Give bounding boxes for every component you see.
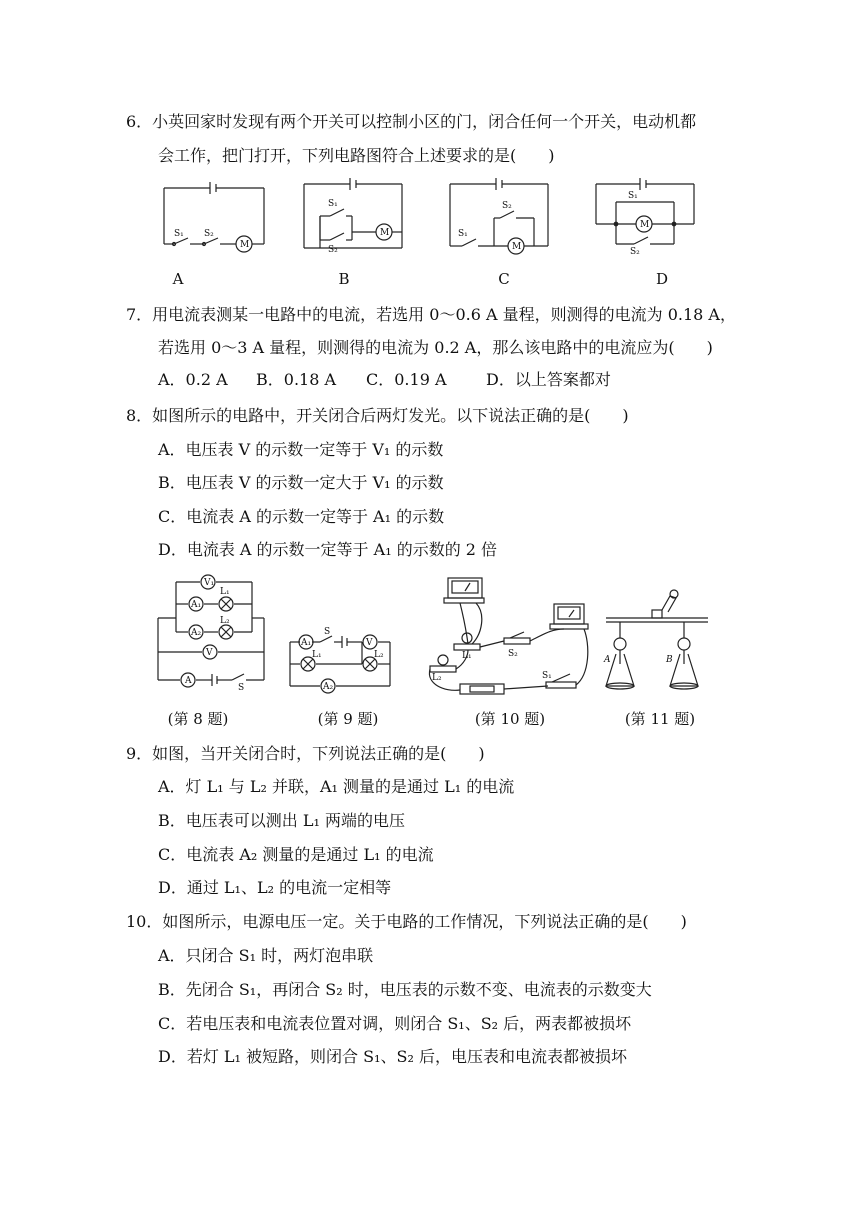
- svg-text:V: V: [206, 648, 213, 658]
- svg-text:S₂: S₂: [508, 649, 518, 659]
- svg-text:S₁: S₁: [328, 199, 338, 209]
- q9-stem: 9．如图，当开关闭合时，下列说法正确的是( ): [126, 744, 485, 763]
- svg-text:V₁: V₁: [204, 578, 215, 588]
- q6-line1: 6．小英回家时发现有两个开关可以控制小区的门，闭合任何一个开关，电动机都: [126, 112, 697, 131]
- figure-q8-circuit: [154, 574, 274, 693]
- svg-text:B: B: [666, 655, 673, 665]
- q7-line1: 7．用电流表测某一电路中的电流，若选用 0～0.6 A 量程，则测得的电流为 0.18 A，: [126, 305, 736, 324]
- q7-line2: 若选用 0～3 A 量程，则测得的电流为 0.2 A，那么该电路中的电流应为( ): [158, 338, 713, 357]
- svg-text:M: M: [512, 242, 522, 252]
- svg-text:L₁: L₁: [462, 651, 472, 661]
- svg-text:M: M: [380, 228, 390, 238]
- svg-text:S: S: [324, 627, 331, 637]
- svg-text:S₁: S₁: [628, 191, 638, 201]
- svg-text:L₁: L₁: [312, 650, 322, 660]
- svg-text:S: S: [238, 683, 245, 693]
- caption-q11: (第 11 题): [624, 710, 696, 728]
- q8-option-a: A．电压表 V 的示数一定等于 V₁ 的示数: [158, 440, 444, 459]
- svg-text:L₁: L₁: [220, 587, 230, 597]
- q6-label-a: A: [172, 270, 184, 288]
- q10-stem: 10．如图所示，电源电压一定。关于电路的工作情况，下列说法正确的是( ): [126, 912, 687, 931]
- q9-option-a: A．灯 L₁ 与 L₂ 并联，A₁ 测量的是通过 L₁ 的电流: [158, 777, 515, 796]
- q6-line2: 会工作，把门打开，下列电路图符合上述要求的是( ): [158, 146, 555, 165]
- q8-option-d: D．电流表 A 的示数一定等于 A₁ 的示数的 2 倍: [158, 540, 498, 559]
- q6-circuit-b: [302, 176, 412, 256]
- q9-option-b: B．电压表可以测出 L₁ 两端的电压: [158, 811, 405, 830]
- q10-option-a: A．只闭合 S₁ 时，两灯泡串联: [158, 946, 374, 965]
- q9-option-c: C．电流表 A₂ 测量的是通过 L₁ 的电流: [158, 845, 434, 864]
- q8-option-c: C．电流表 A 的示数一定等于 A₁ 的示数: [158, 507, 445, 526]
- svg-text:S₁: S₁: [174, 229, 184, 239]
- svg-text:S₁: S₁: [542, 671, 552, 681]
- q6-circuit-c: [448, 176, 558, 256]
- caption-q10: (第 10 题): [474, 710, 546, 728]
- q10-option-d: D．若灯 L₁ 被短路，则闭合 S₁、S₂ 后，电压表和电流表都被损坏: [158, 1047, 627, 1066]
- q7-option-a: A．0.2 A: [158, 370, 228, 389]
- svg-text:M: M: [240, 240, 250, 250]
- svg-text:S₂: S₂: [502, 201, 512, 211]
- figure-q10-circuit: [424, 574, 594, 704]
- q8-stem: 8．如图所示的电路中，开关闭合后两灯发光。以下说法正确的是( ): [126, 406, 629, 425]
- svg-text:L₂: L₂: [220, 616, 230, 626]
- svg-text:M: M: [640, 220, 650, 230]
- q10-option-c: C．若电压表和电流表位置对调，则闭合 S₁、S₂ 后，两表都被损坏: [158, 1014, 632, 1033]
- q9-option-d: D．通过 L₁、L₂ 的电流一定相等: [158, 878, 392, 897]
- svg-text:A₂: A₂: [191, 628, 202, 638]
- figure-q9-circuit: [286, 628, 396, 710]
- q6-label-c: C: [498, 270, 510, 288]
- q10-option-b: B．先闭合 S₁，再闭合 S₂ 时，电压表的示数不变、电流表的示数变大: [158, 980, 652, 999]
- q6-circuit-d: [594, 176, 704, 256]
- svg-text:A: A: [604, 655, 611, 665]
- svg-text:V: V: [366, 638, 373, 648]
- svg-text:S₂: S₂: [630, 247, 640, 257]
- q7-option-b: B．0.18 A: [256, 370, 337, 389]
- svg-text:A: A: [185, 676, 192, 686]
- svg-text:A₁: A₁: [301, 638, 312, 648]
- svg-text:L₂: L₂: [432, 673, 442, 683]
- q7-option-d: D．以上答案都对: [486, 370, 611, 389]
- svg-text:L₂: L₂: [374, 650, 384, 660]
- svg-text:S₁: S₁: [458, 229, 468, 239]
- caption-q8: (第 8 题): [167, 710, 229, 728]
- q6-label-b: B: [338, 270, 350, 288]
- svg-text:A₁: A₁: [191, 600, 202, 610]
- caption-q9: (第 9 题): [317, 710, 379, 728]
- svg-text:A₂: A₂: [323, 682, 334, 692]
- q6-circuit-a: [160, 180, 280, 260]
- figure-q11-apparatus: [604, 576, 714, 698]
- svg-text:S₂: S₂: [204, 229, 214, 239]
- q7-option-c: C．0.19 A: [366, 370, 447, 389]
- q8-option-b: B．电压表 V 的示数一定大于 V₁ 的示数: [158, 473, 444, 492]
- q6-label-d: D: [655, 270, 669, 288]
- svg-text:S₂: S₂: [328, 245, 338, 255]
